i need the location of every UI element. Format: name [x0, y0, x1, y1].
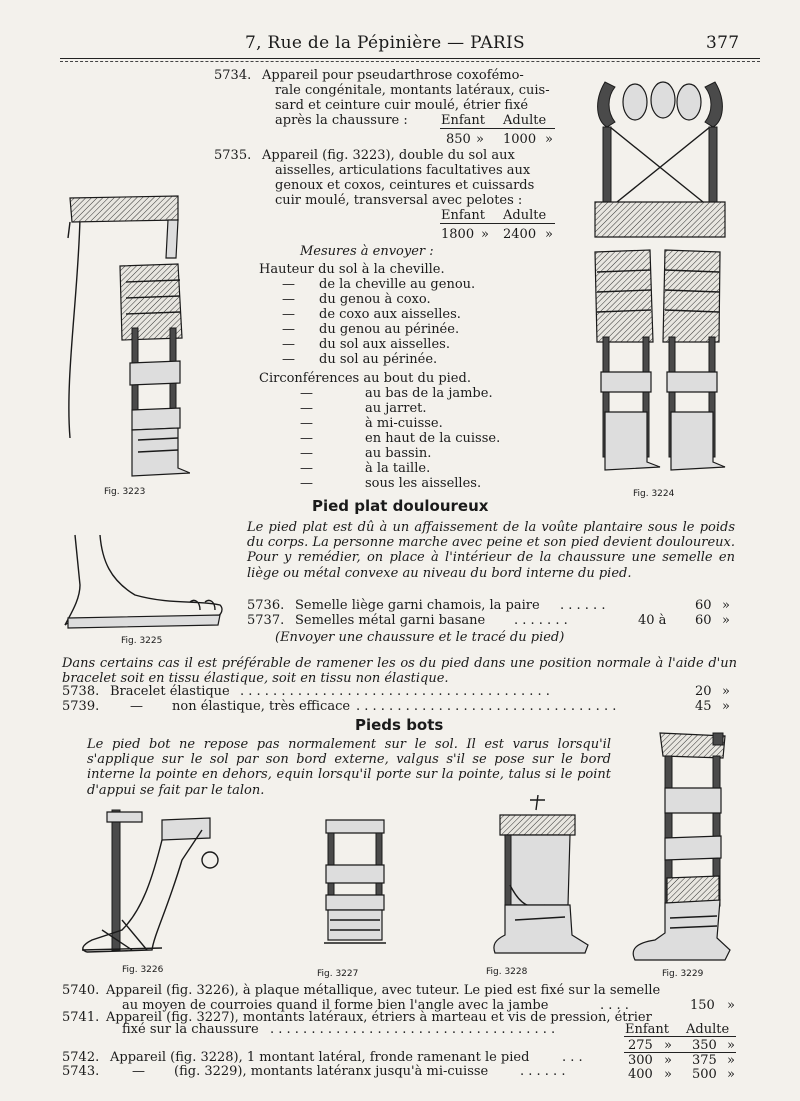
item-number-5737: 5737. — [247, 613, 285, 628]
item-5742-mark1: » — [664, 1053, 672, 1068]
item-5743-mark1: » — [664, 1067, 672, 1082]
item-5742-dots: . . . — [562, 1050, 583, 1065]
figure-caption-3224: Fig. 3224 — [633, 489, 675, 499]
item-number-5734: 5734. — [214, 68, 252, 83]
item-5734-mark2: » — [545, 132, 553, 147]
figure-caption-3229: Fig. 3229 — [662, 969, 704, 979]
item-5741-dots: . . . . . . . . . . . . . . . . . . . . . . . . . . . . . . . . . . . — [270, 1022, 556, 1037]
item-5739-text: non élastique, très efficace — [172, 699, 351, 714]
item-5740-line1: Appareil (fig. 3226), à plaque métallique, avec tuteur. Le pied est fixé sur la semelle — [106, 983, 661, 998]
measure-dash: — — [300, 401, 313, 416]
item-5743-mark2: » — [727, 1067, 735, 1082]
item-5737-from: 40 à — [638, 613, 667, 628]
item-5738-mark: » — [722, 684, 730, 699]
measure-dash: — — [282, 277, 295, 292]
item-5742-text: Appareil (fig. 3228), 1 montant latéral, fronde ramenant le pied — [110, 1050, 530, 1065]
item-5737-text: Semelles métal garni basane — [295, 613, 486, 628]
item-5735-line4: cuir moulé, transversal avec pelotes : — [275, 193, 523, 208]
item-5738-price: 20 — [695, 684, 712, 699]
measure-dash: — — [300, 386, 313, 401]
pied-plat-paragraph: Le pied plat est dû à un affaissement de la voûte plantaire sous le poids du corps. La personne marche avec peine et son pied devient douloureux. Pour y remédier, on place à l'intérieur de la chaussure une semelle en liège ou métal convexe au niveau du bord interne du pied. — [247, 520, 735, 581]
item-5736-text: Semelle liège garni chamois, la paire — [295, 598, 540, 613]
figure-3226-foot-brace — [62, 800, 222, 965]
item-5735-enfant-price: 1800 — [441, 227, 475, 242]
item-5734-price-rule — [440, 128, 555, 129]
item-5736-price: 60 — [695, 598, 712, 613]
measure-hauteur-2: du genou à coxo. — [319, 292, 431, 307]
item-5741-adulte-label: Adulte — [686, 1022, 730, 1037]
item-5741-line1: Appareil (fig. 3227), montants latéraux, étriers à marteau et vis de pression, étrier — [106, 1010, 652, 1025]
item-number-5742: 5742. — [62, 1050, 100, 1065]
item-5735-mark1: » — [481, 227, 489, 242]
measures-title: Mesures à envoyer : — [300, 244, 434, 259]
measure-circ-5: au bassin. — [365, 446, 432, 461]
item-5734-line4: après la chaussure : — [275, 113, 408, 128]
measure-circ-0: Circonférences au bout du pied. — [259, 371, 471, 386]
item-5734-adulte-price: 1000 — [503, 132, 537, 147]
item-5742-mark2: » — [727, 1053, 735, 1068]
item-5740-dots: . . . . — [600, 998, 629, 1013]
figure-3229-leg-brace — [625, 728, 735, 968]
item-5739-dots: . . . . . . . . . . . . . . . . . . . . . . . . . . . . . . . . — [356, 699, 617, 714]
item-5741-line2: fixé sur la chaussure — [122, 1022, 259, 1037]
item-number-5738: 5738. — [62, 684, 100, 699]
figure-3228-leg-brace — [490, 795, 590, 965]
item-number-5743: 5743. — [62, 1064, 100, 1079]
pieds-bots-paragraph: Le pied bot ne repose pas normalement sur le sol. Il est varus lorsqu'il s'applique sur le sol par son bord externe, valgus s'il se pose sur le bord interne la pointe en dehors, equin lorsqu'il porte sur la pointe, talus si le point d'appui se fait par le talon. — [87, 737, 611, 798]
measure-hauteur-4: du genou au périnée. — [319, 322, 460, 337]
measure-dash: — — [282, 292, 295, 307]
section-title-pieds-bots: Pieds bots — [355, 716, 444, 734]
item-5735-price-rule — [440, 223, 555, 224]
item-5734-adulte-label: Adulte — [503, 113, 547, 128]
item-5739-dash: — — [130, 699, 143, 714]
measure-circ-1: au bas de la jambe. — [365, 386, 493, 401]
item-5740-line2: au moyen de courroies quand il forme bien l'angle avec la jambe — [122, 998, 549, 1013]
item-5734-line1: Appareil pour pseudarthrose coxofémo- — [262, 68, 524, 83]
item-5734-enfant-label: Enfant — [441, 113, 486, 128]
measure-hauteur-3: de coxo aux aisselles. — [319, 307, 461, 322]
item-5743-adulte-price: 500 — [692, 1067, 717, 1082]
item-5735-enfant-label: Enfant — [441, 208, 486, 223]
measure-dash: — — [300, 446, 313, 461]
item-5734-enfant-price: 850 — [446, 132, 471, 147]
header-rule — [60, 58, 760, 59]
measure-dash: — — [282, 352, 295, 367]
measure-dash: — — [282, 307, 295, 322]
item-5737-dots: . . . . . . . — [514, 613, 568, 628]
item-5737-price: 60 — [695, 613, 712, 628]
pied-plat-note: (Envoyer une chaussure et le tracé du pied) — [275, 630, 565, 645]
measure-hauteur-0: Hauteur du sol à la cheville. — [259, 262, 445, 277]
figure-caption-3225: Fig. 3225 — [121, 636, 163, 646]
item-5740-mark: » — [727, 998, 735, 1013]
item-5742-enfant-price: 300 — [628, 1053, 653, 1068]
page-number: 377 — [706, 33, 740, 53]
measure-dash: — — [300, 476, 313, 491]
item-5735-line2: aisselles, articulations facultatives aux — [275, 163, 531, 178]
item-5735-mark2: » — [545, 227, 553, 242]
measure-circ-3: à mi-cuisse. — [365, 416, 443, 431]
measure-circ-4: en haut de la cuisse. — [365, 431, 501, 446]
figure-caption-3223: Fig. 3223 — [104, 487, 146, 497]
measure-circ-6: à la taille. — [365, 461, 431, 476]
item-5737-mark: » — [722, 613, 730, 628]
item-number-5736: 5736. — [247, 598, 285, 613]
item-5743-dots: . . . . . . — [520, 1064, 566, 1079]
measure-dash: — — [300, 416, 313, 431]
measure-hauteur-6: du sol au périnée. — [319, 352, 438, 367]
figure-caption-3227: Fig. 3227 — [317, 969, 359, 979]
header-rule-dashed — [60, 61, 760, 62]
item-5739-price: 45 — [695, 699, 712, 714]
measure-hauteur-5: du sol aux aisselles. — [319, 337, 450, 352]
item-5735-line3: genoux et coxos, ceintures et cuissards — [275, 178, 535, 193]
item-5736-dots: . . . . . . — [560, 598, 606, 613]
figure-3225-foot — [60, 530, 230, 630]
item-5741-adulte-price: 350 — [692, 1038, 717, 1053]
item-5743-dash: — — [132, 1064, 145, 1079]
item-5741-mark2: » — [727, 1038, 735, 1053]
figure-3224-double-brace — [585, 72, 735, 492]
item-5739-mark: » — [722, 699, 730, 714]
item-5738-text: Bracelet élastique — [110, 684, 230, 699]
item-5741-mark1: » — [664, 1038, 672, 1053]
item-5734-line2: rale congénitale, montants latéraux, cuis- — [275, 83, 550, 98]
figure-caption-3226: Fig. 3226 — [122, 965, 164, 975]
item-5741-price-rule — [624, 1036, 736, 1037]
item-5742-adulte-price: 375 — [692, 1053, 717, 1068]
item-number-5735: 5735. — [214, 148, 252, 163]
figure-caption-3228: Fig. 3228 — [486, 967, 528, 977]
item-5741-enfant-price: 275 — [628, 1038, 653, 1053]
measure-dash: — — [282, 322, 295, 337]
item-5738-dots: . . . . . . . . . . . . . . . . . . . . . . . . . . . . . . . . . . . . . . — [240, 684, 550, 699]
measure-dash: — — [300, 431, 313, 446]
item-5743-enfant-price: 400 — [628, 1067, 653, 1082]
item-5736-mark: » — [722, 598, 730, 613]
item-5741-enfant-label: Enfant — [625, 1022, 670, 1037]
figure-3223-leg-brace — [60, 178, 190, 478]
section-title-pied-plat: Pied plat douloureux — [312, 497, 489, 515]
measure-dash: — — [300, 461, 313, 476]
item-5740-price: 150 — [690, 998, 715, 1013]
item-5743-text: (fig. 3229), montants latéranx jusqu'à mi-cuisse — [174, 1064, 489, 1079]
item-number-5740: 5740. — [62, 983, 100, 998]
measure-dash: — — [282, 337, 295, 352]
item-number-5741: 5741. — [62, 1010, 100, 1025]
measure-circ-2: au jarret. — [365, 401, 427, 416]
item-5735-adulte-price: 2400 — [503, 227, 537, 242]
item-number-5739: 5739. — [62, 699, 100, 714]
figure-3227-boot-brace — [316, 815, 391, 965]
bracelet-paragraph: Dans certains cas il est préférable de ramener les os du pied dans une position normale à l'aide d'un bracelet soit en tissu élastique, soit en tissu non élastique. — [62, 656, 737, 687]
item-5734-line3: sard et ceinture cuir moulé, étrier fixé — [275, 98, 529, 113]
item-5735-adulte-label: Adulte — [503, 208, 547, 223]
measure-circ-7: sous les aisselles. — [365, 476, 482, 491]
header-address: 7, Rue de la Pépinière — PARIS — [245, 33, 525, 53]
item-5735-line1: Appareil (fig. 3223), double du sol aux — [262, 148, 515, 163]
measure-hauteur-1: de la cheville au genou. — [319, 277, 476, 292]
item-5734-mark1: » — [476, 132, 484, 147]
